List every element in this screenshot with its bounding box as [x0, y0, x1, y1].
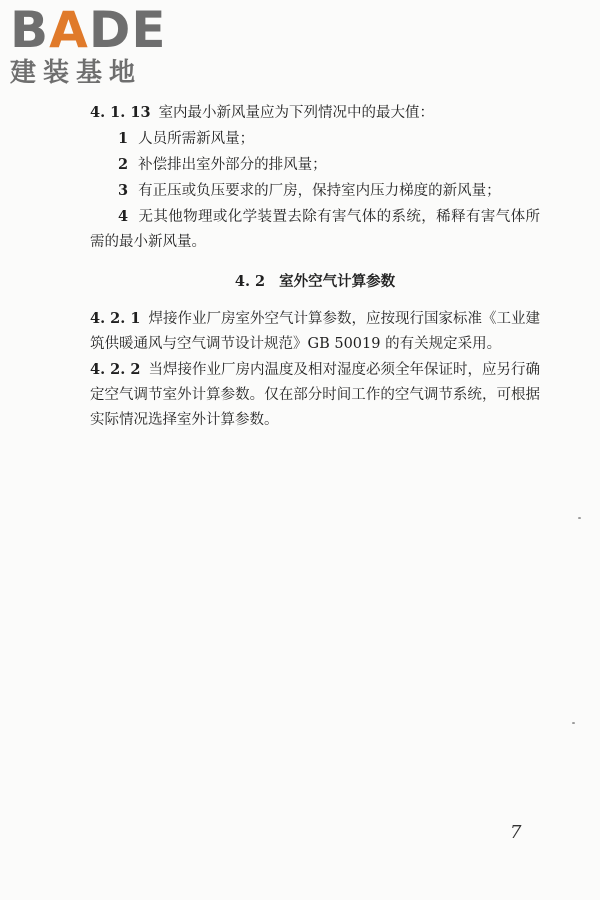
item-number: 3: [118, 182, 129, 199]
clause-text: 室内最小新风量应为下列情况中的最大值：: [158, 105, 435, 121]
item-text: 有正压或负压要求的厂房，保持室内压力梯度的新风量；: [138, 183, 501, 199]
clause-text: 焊接作业厂房室外空气计算参数，应按现行国家标准《工业建筑供暖通风与空气调节设计规范》GB 50019 的有关规定采用。: [90, 311, 540, 352]
clause-4-2-2: [90, 357, 540, 433]
item-number: 2: [118, 156, 129, 173]
document-body: [90, 100, 540, 433]
section-title: 室外空气计算参数: [279, 273, 396, 290]
clause-number: 4. 1. 13: [90, 104, 151, 121]
scan-speck: [578, 517, 581, 519]
logo-chinese-name: 建装基地: [10, 58, 143, 88]
list-item: [90, 178, 540, 204]
clause-4-1-13: [90, 100, 540, 126]
list-item: [90, 152, 540, 178]
item-text: 无其他物理或化学装置去除有害气体的系统，稀释有害气体所需的最小新风量。: [90, 209, 540, 250]
logo-letters-post: DE: [88, 1, 167, 59]
list-item: [90, 126, 540, 152]
logo-letter-accent: A: [49, 1, 89, 59]
item-number: 4: [118, 208, 129, 225]
scan-speck: [572, 722, 575, 724]
list-item: [90, 204, 540, 255]
page-number: 7: [510, 822, 522, 843]
clause-number: 4. 2. 1: [90, 310, 141, 327]
clause-4-2-1: [90, 306, 540, 357]
item-text: 补偿排出室外部分的排风量；: [138, 157, 327, 173]
clause-text: 当焊接作业厂房内温度及相对湿度必须全年保证时，应另行确定空气调节室外计算参数。仅在部分时间工作的空气调节系统，可根据实际情况选择室外计算参数。: [90, 362, 540, 428]
bade-logo: [10, 1, 175, 88]
clause-number: 4. 2. 2: [90, 361, 141, 378]
item-number: 1: [118, 130, 129, 147]
logo-letters-pre: B: [10, 1, 50, 59]
section-number: 4. 2: [234, 273, 266, 290]
logo-wordmark: [10, 1, 167, 59]
section-heading-4-2: [90, 269, 540, 294]
item-text: 人员所需新风量；: [138, 131, 255, 147]
